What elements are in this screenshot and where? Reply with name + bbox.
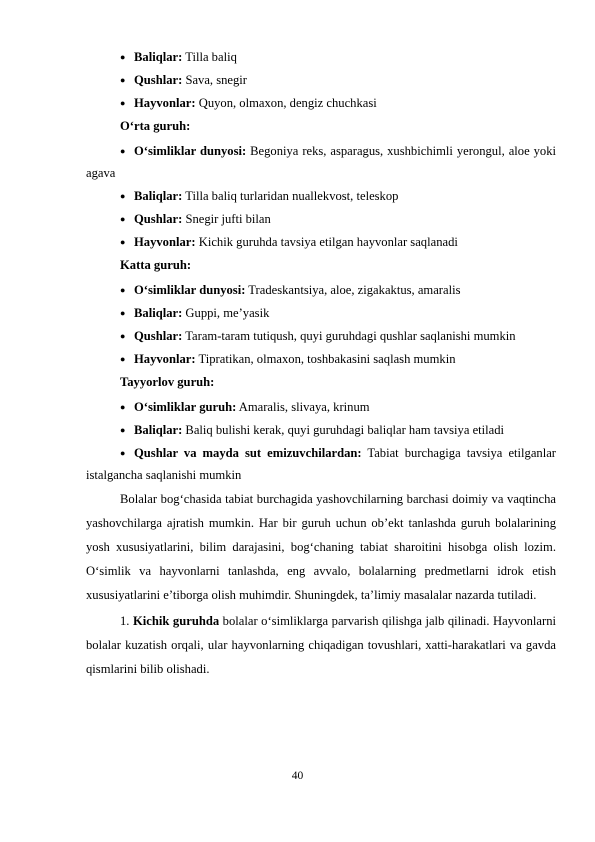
- bullet-icon: ●: [120, 402, 126, 412]
- list-item: ● Hayvonlar: Kichik guruhda tavsiya etilgan hayvonlar saqlanadi: [86, 231, 556, 253]
- bullet-icon: ●: [120, 146, 126, 156]
- paragraph-number: 1.: [120, 614, 130, 628]
- list-item: ● O‘simliklar guruh: Amaralis, slivaya, krinum: [86, 396, 556, 418]
- list-item: ● Qushlar: Taram-taram tutiqush, quyi guruhdagi qushlar saqlanishi mumkin: [86, 325, 556, 347]
- section-heading: O‘rta guruh:: [120, 119, 191, 133]
- paragraph-label: Kichik guruhda: [133, 614, 220, 628]
- list-item: ● Qushlar va mayda sut emizuvchilardan: Tabiat burchagiga tavsiya etilganlar istalgancha saqlanishi mumkin: [86, 442, 556, 486]
- bullet-icon: ●: [120, 237, 126, 247]
- bullet-icon: ●: [120, 214, 126, 224]
- document-page: [86, 46, 556, 694]
- list-item: ● Hayvonlar: Tipratikan, olmaxon, toshbakasini saqlash mumkin: [86, 348, 556, 370]
- paragraph-text: bolalar o‘simliklarga parvarish qilishga jalb qilinadi. Hayvonlarni bolalar kuzatish orqali, ular hayvonlarning chiqadigan tovushlari, xatti-harakatlari va gavda qismlarini bilib olishadi.: [86, 614, 556, 676]
- list-item: ● Baliqlar: Tilla baliq: [86, 46, 556, 68]
- bullet-icon: ●: [120, 191, 126, 201]
- numbered-paragraph: [86, 609, 556, 681]
- page-number: 40: [291, 770, 304, 782]
- bullet-icon: ●: [120, 52, 126, 62]
- body-paragraph: Bolalar bog‘chasida tabiat burchagida yashovchilarning barchasi doimiy va vaqtincha yashovchilarga ajratish mumkin. Har bir guruh uchun ob’ekt tanlashda guruh bolalarining yosh xususiyatlarini, bilim darajasini, bog‘chaning tabiat sharoitini hisobga olish lozim. O‘simlik va hayvonlarni tanlashda, eng avvalo, bolalarning predmetlarni idrok etish xususiyatlarini e’tiborga olish muhimdir. Shuningdek, ta’limiy masalalar nazarda tutiladi.: [86, 492, 556, 602]
- list-item: ● Qushlar: Snegir jufti bilan: [86, 208, 556, 230]
- bullet-icon: ●: [120, 98, 126, 108]
- list-item: ● Baliqlar: Tilla baliq turlaridan nuallekvost, teleskop: [86, 185, 556, 207]
- bullet-icon: ●: [120, 448, 126, 458]
- list-item: ● Qushlar: Sava, snegir: [86, 69, 556, 91]
- section-heading: Tayyorlov guruh:: [120, 375, 215, 389]
- bullet-icon: ●: [120, 75, 126, 85]
- bullet-icon: ●: [120, 308, 126, 318]
- list-item: ● Baliqlar: Baliq bulishi kerak, quyi guruhdagi baliqlar ham tavsiya etiladi: [86, 419, 556, 441]
- bullet-icon: ●: [120, 425, 126, 435]
- bullet-icon: ●: [120, 285, 126, 295]
- bullet-icon: ●: [120, 354, 126, 364]
- list-item: ● O‘simliklar dunyosi: Begoniya reks, asparagus, xushbichimli yerongul, aloe yoki agava: [86, 140, 556, 184]
- list-item: ● Hayvonlar: Quyon, olmaxon, dengiz chuchkasi: [86, 92, 556, 114]
- list-item: ● Baliqlar: Guppi, me’yasik: [86, 302, 556, 324]
- section-heading: Katta guruh:: [120, 258, 192, 272]
- list-item: ● O‘simliklar dunyosi: Tradeskantsiya, aloe, zigakaktus, amaralis: [86, 279, 556, 301]
- bullet-icon: ●: [120, 331, 126, 341]
